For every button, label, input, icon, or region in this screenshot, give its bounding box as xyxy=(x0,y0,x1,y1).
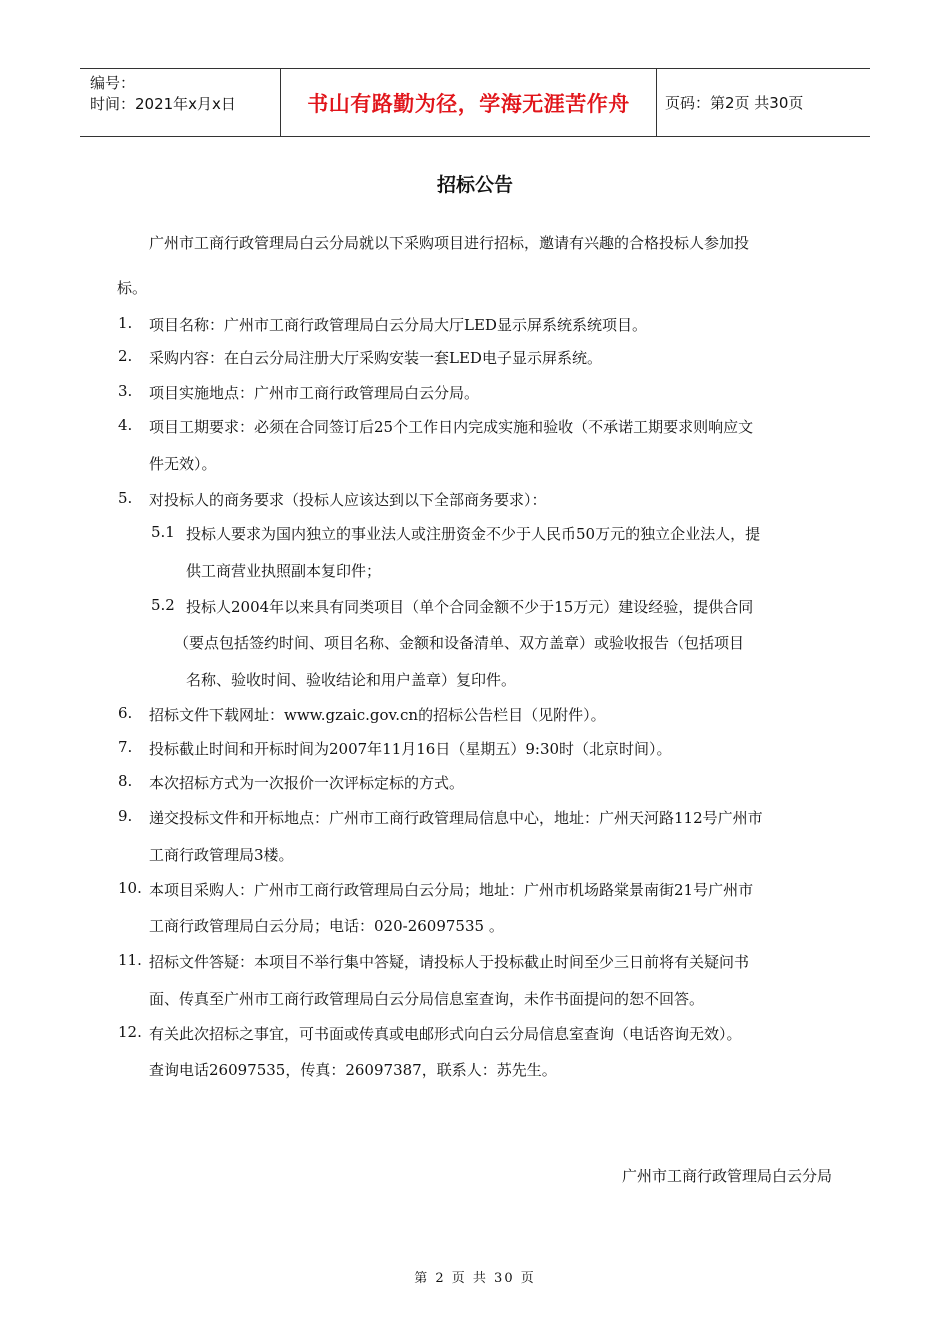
item-text: 项目名称：广州市工商行政管理局白云分局大厅LED显示屏系统系统项目。 xyxy=(149,316,647,334)
sub-item-number: 5.2 xyxy=(151,596,175,614)
item-text: 采购内容：在白云分局注册大厅采购安装一套LED电子显示屏系统。 xyxy=(149,349,602,367)
item-text: 项目实施地点：广州市工商行政管理局白云分局。 xyxy=(149,384,480,402)
item-text: 招标文件答疑：本项目不举行集中答疑，请投标人于投标截止时间至少三日前将有关疑问书 xyxy=(149,953,750,971)
item-text: 递交投标文件和开标地点：广州市工商行政管理局信息中心，地址：广州天河路112号广州市 xyxy=(149,809,763,827)
item-number: 7. xyxy=(118,738,133,756)
item-number: 12. xyxy=(118,1023,142,1041)
item-text: 项目工期要求：必须在合同签订后25个工作日内完成实施和验收（不承诺工期要求则响应文 xyxy=(149,418,754,436)
header-motto-cell xyxy=(281,69,657,136)
time-label: 时间：2021年x月x日 xyxy=(90,95,236,113)
intro-line-1: 广州市工商行政管理局白云分局就以下采购项目进行招标，邀请有兴趣的合格投标人参加投 xyxy=(149,234,750,252)
page-header xyxy=(80,68,870,137)
item-number: 6. xyxy=(118,704,133,722)
item-number: 9. xyxy=(118,807,133,825)
item-text: 面、传真至广州市工商行政管理局白云分局信息室查询，未作书面提问的恕不回答。 xyxy=(149,990,705,1008)
sub-item-text: 供工商营业执照副本复印件； xyxy=(186,562,382,580)
item-text: 本项目采购人：广州市工商行政管理局白云分局；地址：广州市机场路棠景南街21号广州市 xyxy=(149,881,754,899)
item-text: 招标文件下载网址：www.gzaic.gov.cn的招标公告栏目（见附件）。 xyxy=(149,706,606,724)
item-text: 查询电话26097535，传真：26097387，联系人：苏先生。 xyxy=(149,1061,557,1079)
code-label: 编号： xyxy=(90,74,136,92)
item-number: 4. xyxy=(118,416,133,434)
item-number: 11. xyxy=(118,951,142,969)
item-number: 10. xyxy=(118,879,142,897)
item-text: 件无效）。 xyxy=(149,455,217,473)
item-text: 工商行政管理局白云分局；电话：020-26097535 。 xyxy=(149,917,504,935)
item-number: 8. xyxy=(118,772,133,790)
sub-item-text: 投标人2004年以来具有同类项目（单个合同金额不少于15万元）建设经验，提供合同 xyxy=(186,598,754,616)
item-text: 本次招标方式为一次报价一次评标定标的方式。 xyxy=(149,774,465,792)
item-number: 3. xyxy=(118,382,133,400)
item-number: 1. xyxy=(118,314,133,332)
item-text: 有关此次招标之事宜，可书面或传真或电邮形式向白云分局信息室查询（电话咨询无效）。 xyxy=(149,1025,742,1043)
item-text: 投标截止时间和开标时间为2007年11月16日（星期五）9:30时（北京时间）。 xyxy=(149,740,672,758)
header-page-info: 页码：第2页 共30页 xyxy=(665,94,804,112)
header-meta xyxy=(80,69,281,136)
motto: 书山有路勤为径，学海无涯苦作舟 xyxy=(307,91,630,116)
sub-item-text: 投标人要求为国内独立的事业法人或注册资金不少于人民币50万元的独立企业法人，提 xyxy=(186,525,761,543)
intro-line-2: 标。 xyxy=(117,279,148,297)
item-text: 对投标人的商务要求（投标人应该达到以下全部商务要求）： xyxy=(149,491,547,509)
item-number: 5. xyxy=(118,489,133,507)
page-number: 第 2 页 共 30 页 xyxy=(414,1271,536,1286)
sub-item-text: （要点包括签约时间、项目名称、金额和设备清单、双方盖章）或验收报告（包括项目 xyxy=(174,634,745,652)
document-title: 招标公告 xyxy=(436,174,513,196)
sub-item-text: 名称、验收时间、验收结论和用户盖章）复印件。 xyxy=(186,671,517,689)
item-number: 2. xyxy=(118,347,133,365)
signature-organization: 广州市工商行政管理局白云分局 xyxy=(621,1167,832,1185)
sub-item-number: 5.1 xyxy=(151,523,175,541)
item-text: 工商行政管理局3楼。 xyxy=(149,846,294,864)
